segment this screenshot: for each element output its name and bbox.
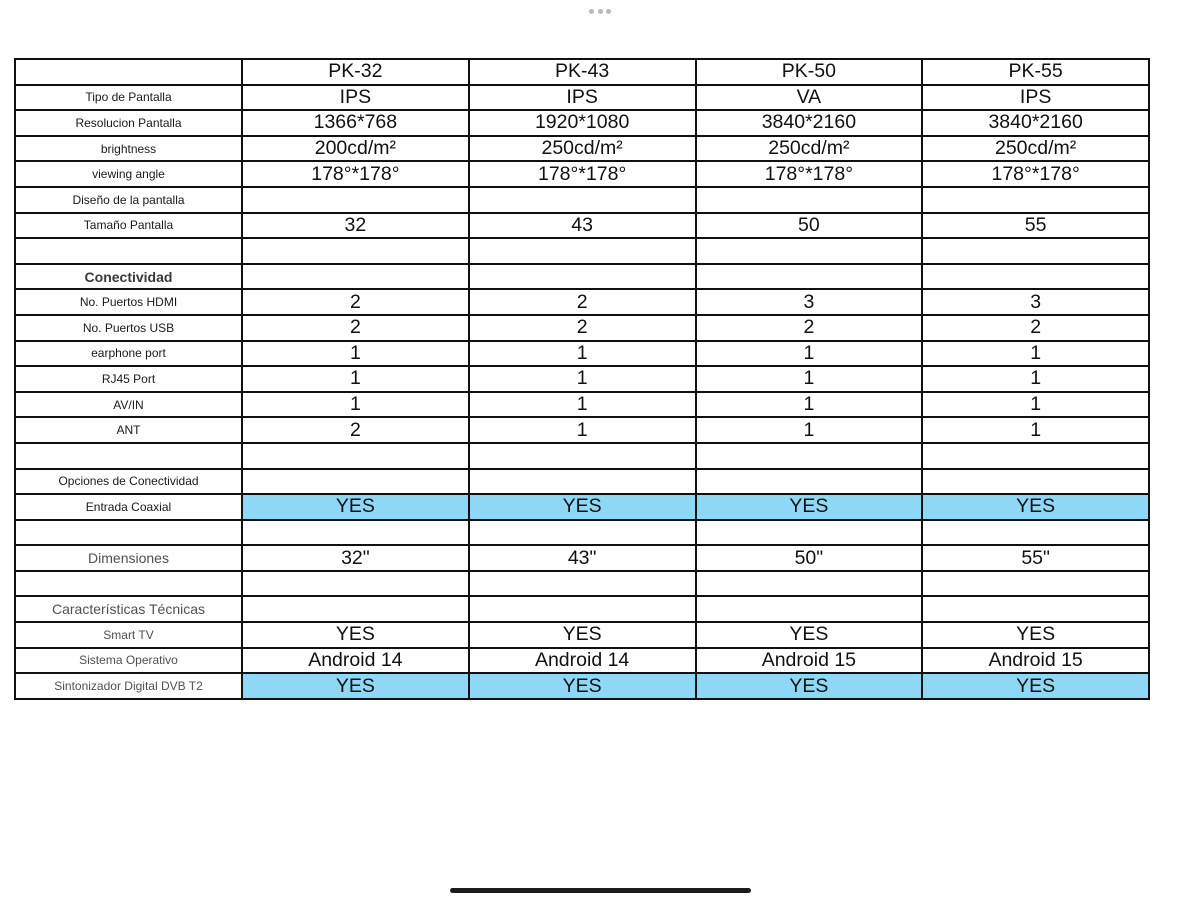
value-cell: [242, 443, 469, 469]
value-cell: 1: [696, 392, 923, 418]
value-cell: [469, 469, 696, 495]
table-row: [15, 673, 1149, 699]
value-cell: 178°*178°: [696, 161, 923, 187]
row-label: Smart TV: [15, 622, 242, 648]
value-cell: 50: [696, 213, 923, 239]
table-row: [15, 469, 1149, 495]
value-cell: 1: [242, 366, 469, 392]
value-cell: 1: [469, 417, 696, 443]
dot-icon: [589, 9, 594, 14]
value-cell: 43: [469, 213, 696, 239]
value-cell: [242, 238, 469, 264]
value-cell: [696, 264, 923, 290]
value-cell: [469, 443, 696, 469]
value-cell: 55": [922, 545, 1149, 571]
row-label: Tamaño Pantalla: [15, 213, 242, 239]
value-cell: [469, 187, 696, 213]
table-row: [15, 264, 1149, 290]
value-cell: [696, 571, 923, 597]
value-cell: 3: [922, 289, 1149, 315]
value-cell: IPS: [242, 85, 469, 111]
value-cell: [696, 187, 923, 213]
value-cell: 2: [469, 289, 696, 315]
table-row: [15, 417, 1149, 443]
value-cell: 3840*2160: [696, 110, 923, 136]
value-cell: [469, 520, 696, 546]
table-row: [15, 443, 1149, 469]
value-cell: [242, 187, 469, 213]
spec-table: [14, 58, 1150, 700]
dot-icon: [598, 9, 603, 14]
row-label: Conectividad: [15, 264, 242, 290]
value-cell: IPS: [469, 85, 696, 111]
value-cell: 178°*178°: [242, 161, 469, 187]
column-header: PK-43: [469, 59, 696, 85]
value-cell: 1: [696, 366, 923, 392]
corner-cell: [15, 59, 242, 85]
dot-icon: [606, 9, 611, 14]
value-cell: [242, 571, 469, 597]
table-row: [15, 315, 1149, 341]
value-cell: YES: [922, 673, 1149, 699]
value-cell: 55: [922, 213, 1149, 239]
value-cell: 32": [242, 545, 469, 571]
value-cell: [696, 238, 923, 264]
value-cell: 1: [242, 341, 469, 367]
row-label: ANT: [15, 417, 242, 443]
row-label: Sistema Operativo: [15, 648, 242, 674]
value-cell: 1920*1080: [469, 110, 696, 136]
value-cell: [922, 187, 1149, 213]
value-cell: 32: [242, 213, 469, 239]
value-cell: [242, 520, 469, 546]
value-cell: Android 14: [242, 648, 469, 674]
table-row: [15, 571, 1149, 597]
value-cell: [922, 596, 1149, 622]
row-label: brightness: [15, 136, 242, 162]
column-header: PK-50: [696, 59, 923, 85]
value-cell: 1: [922, 392, 1149, 418]
value-cell: 1366*768: [242, 110, 469, 136]
value-cell: 1: [922, 417, 1149, 443]
value-cell: YES: [696, 494, 923, 520]
value-cell: 1: [242, 392, 469, 418]
value-cell: Android 15: [922, 648, 1149, 674]
table-row: [15, 289, 1149, 315]
value-cell: 3840*2160: [922, 110, 1149, 136]
row-label: viewing angle: [15, 161, 242, 187]
value-cell: 1: [469, 341, 696, 367]
home-indicator[interactable]: [450, 888, 751, 893]
value-cell: [922, 469, 1149, 495]
value-cell: YES: [696, 673, 923, 699]
value-cell: 43": [469, 545, 696, 571]
value-cell: YES: [696, 622, 923, 648]
value-cell: [242, 264, 469, 290]
value-cell: 1: [922, 341, 1149, 367]
value-cell: 2: [242, 289, 469, 315]
row-label: No. Puertos USB: [15, 315, 242, 341]
value-cell: 1: [696, 341, 923, 367]
table-row: [15, 341, 1149, 367]
row-label: Sintonizador Digital DVB T2: [15, 673, 242, 699]
table-row: [15, 622, 1149, 648]
value-cell: 250cd/m²: [922, 136, 1149, 162]
value-cell: YES: [242, 494, 469, 520]
value-cell: [696, 469, 923, 495]
value-cell: 2: [242, 417, 469, 443]
row-label: [15, 571, 242, 597]
value-cell: VA: [696, 85, 923, 111]
table-row: [15, 520, 1149, 546]
value-cell: 1: [696, 417, 923, 443]
spec-table-body: [15, 59, 1149, 699]
value-cell: [696, 520, 923, 546]
table-row: [15, 136, 1149, 162]
value-cell: [696, 596, 923, 622]
column-header: PK-32: [242, 59, 469, 85]
row-label: RJ45 Port: [15, 366, 242, 392]
value-cell: [469, 238, 696, 264]
table-row: [15, 545, 1149, 571]
value-cell: YES: [469, 673, 696, 699]
value-cell: 2: [469, 315, 696, 341]
row-label: [15, 238, 242, 264]
row-label: Resolucion Pantalla: [15, 110, 242, 136]
value-cell: 1: [469, 366, 696, 392]
value-cell: 3: [696, 289, 923, 315]
table-row: [15, 85, 1149, 111]
value-cell: YES: [469, 622, 696, 648]
value-cell: [922, 443, 1149, 469]
row-label: Dimensiones: [15, 545, 242, 571]
row-label: Tipo de Pantalla: [15, 85, 242, 111]
table-row: [15, 187, 1149, 213]
value-cell: Android 15: [696, 648, 923, 674]
value-cell: YES: [922, 622, 1149, 648]
value-cell: [922, 571, 1149, 597]
value-cell: Android 14: [469, 648, 696, 674]
table-row: [15, 366, 1149, 392]
value-cell: 1: [469, 392, 696, 418]
table-row: [15, 596, 1149, 622]
row-label: No. Puertos HDMI: [15, 289, 242, 315]
value-cell: [242, 596, 469, 622]
value-cell: [922, 238, 1149, 264]
row-label: Diseño de la pantalla: [15, 187, 242, 213]
value-cell: YES: [922, 494, 1149, 520]
value-cell: 178°*178°: [469, 161, 696, 187]
table-row: [15, 213, 1149, 239]
more-options-handle[interactable]: [589, 8, 611, 14]
value-cell: 250cd/m²: [696, 136, 923, 162]
table-row: [15, 392, 1149, 418]
table-row: [15, 494, 1149, 520]
table-row: [15, 648, 1149, 674]
value-cell: [469, 264, 696, 290]
value-cell: 50": [696, 545, 923, 571]
value-cell: YES: [242, 622, 469, 648]
row-label: Características Técnicas: [15, 596, 242, 622]
value-cell: 1: [922, 366, 1149, 392]
value-cell: YES: [469, 494, 696, 520]
table-row: [15, 161, 1149, 187]
row-label: earphone port: [15, 341, 242, 367]
value-cell: [469, 596, 696, 622]
value-cell: 178°*178°: [922, 161, 1149, 187]
value-cell: [922, 520, 1149, 546]
value-cell: 200cd/m²: [242, 136, 469, 162]
value-cell: IPS: [922, 85, 1149, 111]
column-header: PK-55: [922, 59, 1149, 85]
value-cell: 2: [242, 315, 469, 341]
value-cell: YES: [242, 673, 469, 699]
value-cell: 2: [696, 315, 923, 341]
value-cell: [469, 571, 696, 597]
table-row: [15, 110, 1149, 136]
row-label: Opciones de Conectividad: [15, 469, 242, 495]
value-cell: [696, 443, 923, 469]
row-label: Entrada Coaxial: [15, 494, 242, 520]
table-row: [15, 238, 1149, 264]
value-cell: 250cd/m²: [469, 136, 696, 162]
value-cell: [242, 469, 469, 495]
row-label: [15, 443, 242, 469]
value-cell: [922, 264, 1149, 290]
value-cell: 2: [922, 315, 1149, 341]
row-label: AV/IN: [15, 392, 242, 418]
header-row: [15, 59, 1149, 85]
row-label: [15, 520, 242, 546]
